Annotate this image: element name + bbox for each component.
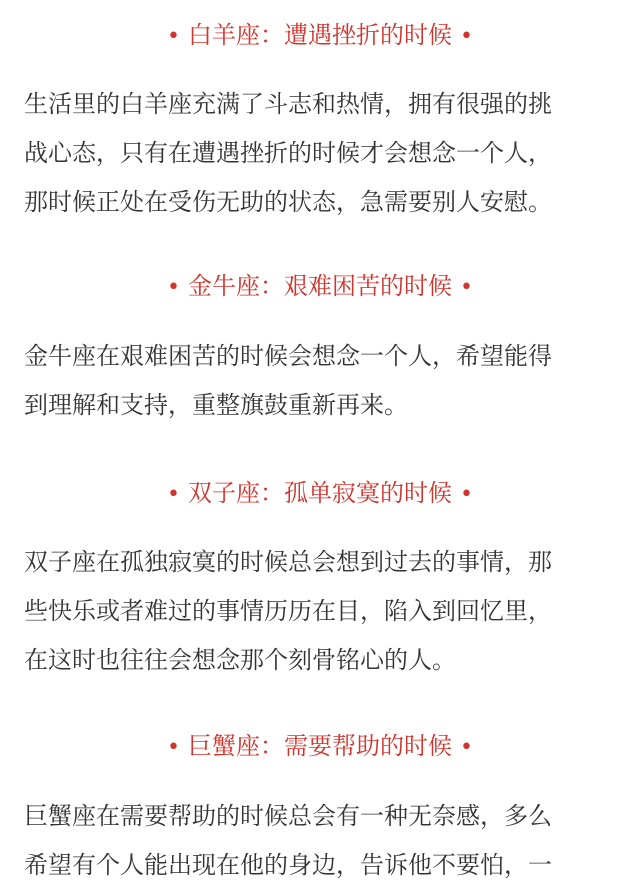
paragraph-line: 战心态，只有在遭遇挫折的时候才会想念一个人， xyxy=(24,139,552,167)
section-heading xyxy=(0,731,640,763)
section-title: 白羊座：遭遇挫折的时候 xyxy=(188,21,452,49)
bullet-icon: • xyxy=(167,482,180,507)
section-heading xyxy=(0,20,640,52)
section-paragraph xyxy=(24,332,624,430)
section-title: 金牛座：艰难困苦的时候 xyxy=(188,272,452,300)
bullet-icon: • xyxy=(167,275,180,300)
bullet-icon: • xyxy=(460,24,473,49)
section-paragraph xyxy=(24,538,624,685)
section-heading xyxy=(0,271,640,303)
paragraph-line: 希望有个人能出现在他的身边，告诉他不要怕，一 xyxy=(24,851,552,879)
paragraph-line: 些快乐或者难过的事情历历在目，陷入到回忆里， xyxy=(24,597,552,625)
paragraph-line: 在这时也往往会想念那个刻骨铭心的人。 xyxy=(24,646,456,674)
bullet-icon: • xyxy=(460,735,473,760)
section-title: 巨蟹座：需要帮助的时候 xyxy=(188,732,452,760)
section-heading xyxy=(0,478,640,510)
bullet-icon: • xyxy=(167,735,180,760)
bullet-icon: • xyxy=(460,275,473,300)
paragraph-line: 双子座在孤独寂寞的时候总会想到过去的事情，那 xyxy=(24,548,552,576)
section-paragraph xyxy=(24,80,624,227)
bullet-icon: • xyxy=(460,482,473,507)
paragraph-line: 生活里的白羊座充满了斗志和热情，拥有很强的挑 xyxy=(24,90,552,118)
paragraph-line: 那时候正处在受伤无助的状态，急需要别人安慰。 xyxy=(24,188,552,216)
bullet-icon: • xyxy=(167,24,180,49)
paragraph-line: 巨蟹座在需要帮助的时候总会有一种无奈感，多么 xyxy=(24,802,552,830)
section-title: 双子座：孤单寂寞的时候 xyxy=(188,479,452,507)
paragraph-line: 到理解和支持，重整旗鼓重新再来。 xyxy=(24,391,408,419)
paragraph-line: 金牛座在艰难困苦的时候会想念一个人，希望能得 xyxy=(24,342,552,370)
section-paragraph xyxy=(24,792,624,890)
